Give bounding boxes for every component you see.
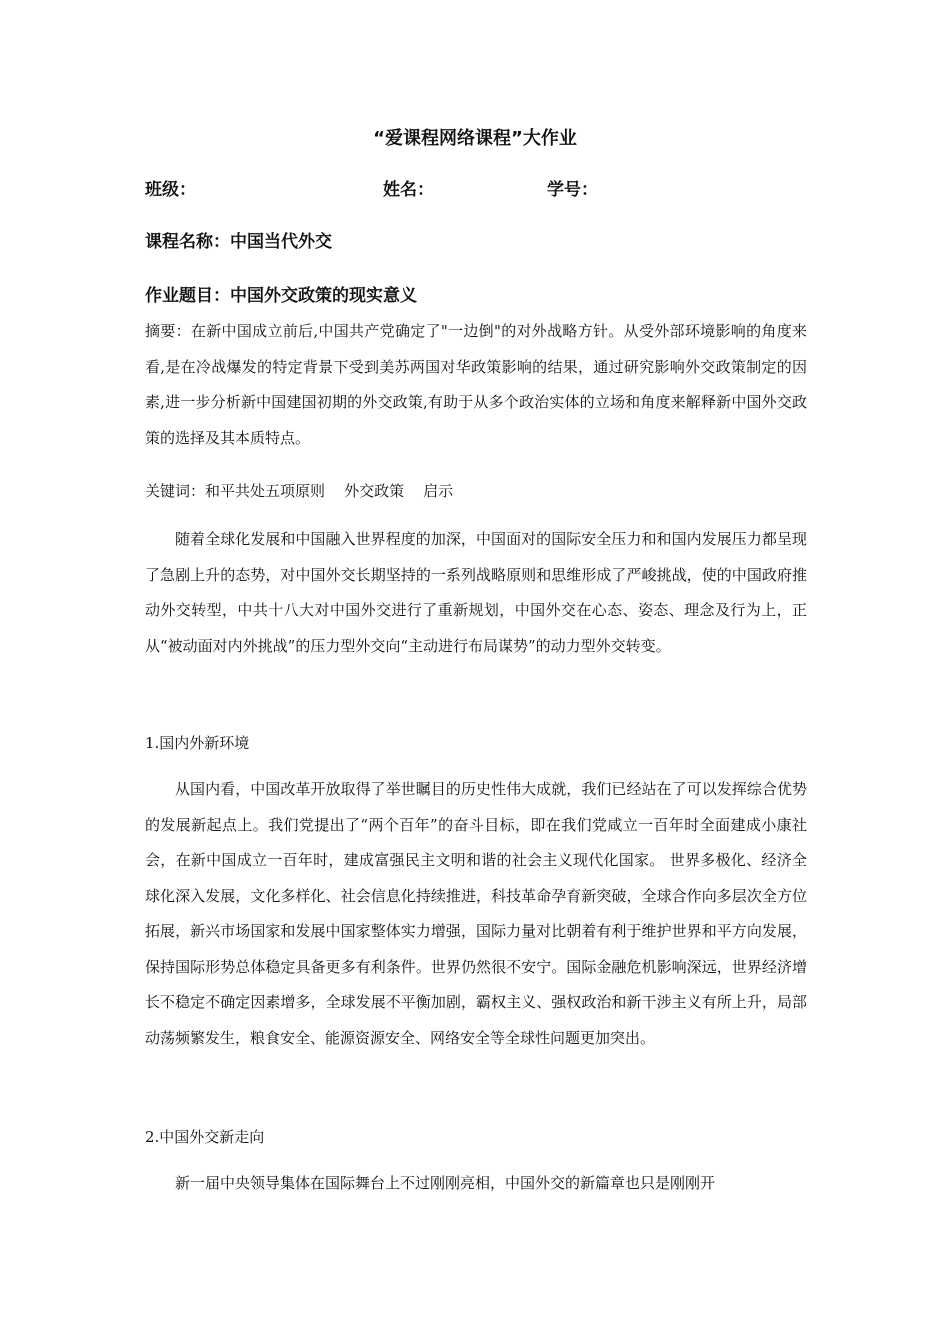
section-1-paragraph: 从国内看，中国改革开放取得了举世瞩目的历史性伟大成就，我们已经站在了可以发挥综合优势的发展新起点上。我们党提出了“两个百年”的奋斗目标，即在我们党咸立一百年时全面建成小康社会，在新中国成立一百年时，建成富强民主文明和谐的社会主义现代化国家。 世界多极化、经济全球化深入发展，文化多样化、社会信息化持续推进，科技革命孕育新突破，全球合作向多层次全方位拓展，新兴市场国家和发展中国家整体实力增强，国际力量对比朝着有利于维护世界和平方向发展，保持国际形势总体稳定具备更多有利条件。世界仍然很不安宁。国际金融危机影响深远，世界经济增长不稳定不确定因素增多，全球发展不平衡加剧，霸权主义、强权政治和新干涉主义有所上升，局部动荡频繁发生，粮食安全、能源资源安全、网络安全等全球性问题更加突出。 — [145, 780, 807, 1047]
course-name-line: 课程名称：中国当代外交 — [145, 232, 332, 252]
intro-paragraph: 随着全球化发展和中国融入世界程度的加深，中国面对的国际安全压力和和国内发展压力都呈现了急剧上升的态势，对中国外交长期坚持的一系列战略原则和思维形成了严峻挑战，使的中国政府推动外交转型，中共十八大对中国外交进行了重新规划，中国外交在心态、姿态、理念及行为上，正从“被动面对内外挑战”的压力型外交向“主动进行布局谋势”的动力型外交转变。 — [145, 530, 807, 655]
student-info-row — [145, 178, 805, 202]
keywords-line: 关键词：和平共处五项原则 外交政策 启示 — [145, 482, 454, 500]
class-label: 班级： — [145, 180, 196, 200]
assignment-topic-line: 作业题目：中国外交政策的现实意义 — [145, 286, 417, 306]
name-label: 姓名： — [383, 180, 434, 200]
abstract-paragraph: 摘要：在新中国成立前后,中国共产党确定了"一边倒"的对外战略方针。从受外部环境影响的角度来看,是在冷战爆发的特定背景下受到美苏两国对华政策影响的结果，通过研究影响外交政策制定的因素,进一步分析新中国建国初期的外交政策,有助于从多个政治实体的立场和角度来解释新中国外交政策的选择及其本质特点。 — [145, 322, 807, 447]
section-heading-1: 1.国内外新环境 — [145, 734, 250, 752]
section-heading-2: 2.中国外交新走向 — [145, 1128, 265, 1146]
section-2-paragraph: 新一届中央领导集体在国际舞台上不过刚刚亮相，中国外交的新篇章也只是刚刚开 — [175, 1174, 716, 1192]
student-id-label: 学号： — [547, 180, 598, 200]
document-title: “爱课程网络课程”大作业 — [373, 128, 577, 149]
